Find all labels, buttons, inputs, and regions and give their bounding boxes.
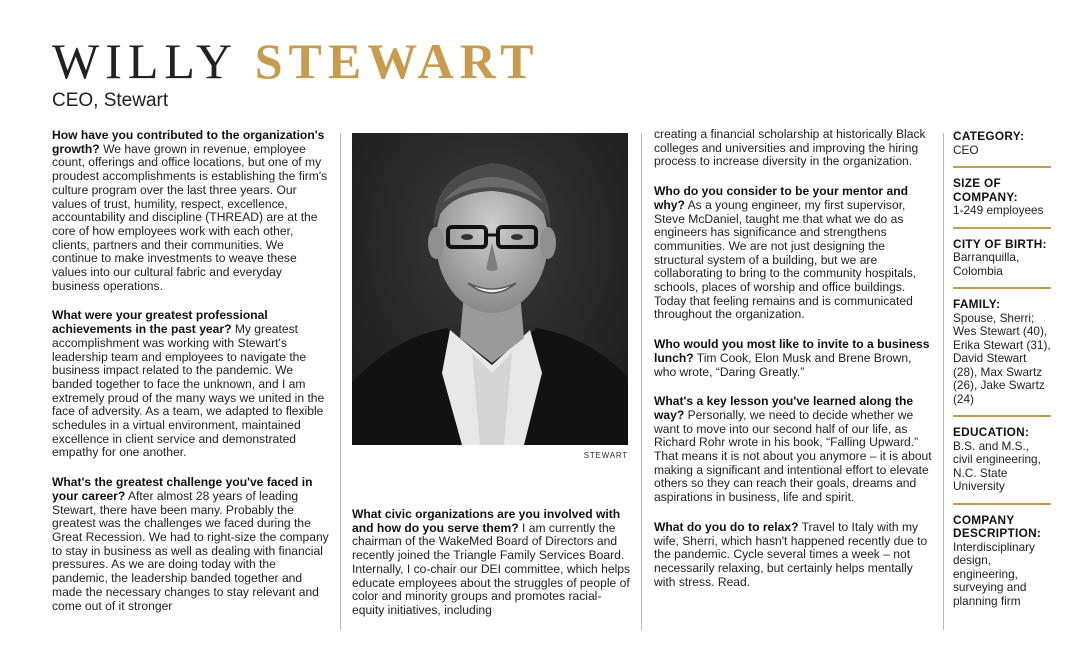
answer: As a young engineer, my first supervisor, Steve McDaniel, taught me that what we do as engineers has significance and strengthens communities. We are not just designing the structural system of a building, but we are collaborating to bring to the community hospitals, schools, places of worship and office buildings. Today that feeling remains and is communicated throughout the organization. (654, 197, 917, 322)
question: What's the greatest challenge you've faced in your career? (52, 475, 313, 503)
fact-family (953, 298, 1051, 417)
question: Who do you consider to be your mentor and why? (654, 184, 908, 212)
fact-value: B.S. and M.S., civil engineering, N.C. State University (953, 438, 1041, 493)
column-divider (943, 133, 944, 630)
fact-city-of-birth (953, 238, 1051, 290)
job-title: CEO, Stewart (52, 90, 169, 111)
fact-label: FAMILY: (953, 297, 1001, 311)
first-name: WILLY (52, 33, 237, 89)
qa-item (654, 338, 932, 379)
column-1 (52, 129, 330, 629)
column-divider (340, 133, 341, 630)
qa-item (654, 395, 932, 505)
page-title (52, 33, 540, 89)
question: How have you contributed to the organization's growth? (52, 128, 325, 156)
fact-company-size (953, 177, 1051, 229)
column-divider (641, 133, 642, 630)
fact-label: CATEGORY: (953, 129, 1025, 143)
question: What do you do to relax? (654, 519, 799, 534)
question: What's a key lesson you've learned along the way? (654, 394, 914, 422)
answer: Personally, we need to decide whether we want to move into our second half of our life, as Richard Rohr wrote in his book, “Falling Upward.” That means it is not about you anymore – it is about making a significant and intentional effort to elevate others so they can reach their goals, dreams and aspirations in business, life and spirit. (654, 407, 932, 505)
fact-label: SIZE OF COMPANY: (953, 176, 1018, 204)
fact-value: Interdisciplinary design, engineering, surveying and planning firm (953, 539, 1035, 608)
continued-text: creating a financial scholarship at historically Black colleges and universities and improving the hiring process to increase diversity in the organization. (654, 127, 926, 169)
qa-item (654, 185, 932, 322)
answer: Travel to Italy with my wife, Sherri, which hasn't happened recently due to the pandemic. Cycle several times a week – not necessarily relaxing, but certainly helps mentally with stress. Read. (654, 519, 928, 589)
fact-label: CITY OF BIRTH: (953, 236, 1047, 251)
answer: Tim Cook, Elon Musk and Brene Brown, who wrote, “Daring Greatly.” (654, 350, 912, 379)
question: What were your greatest professional achievements in the past year? (52, 308, 268, 337)
fact-category (953, 130, 1051, 168)
fact-value: CEO (953, 142, 979, 157)
qa-item (52, 129, 330, 293)
answer: My greatest accomplishment was working with Stewart's leadership team and employees to navigate the business impact related to the pandemic. We banded together to face the unknown, and I am extremely proud of the many ways we united in the face of adversity. As a team, we adapted to flexible schedules in a virtual environment, maintained excellence in client service and demonstrated empathy for one another. (52, 322, 325, 460)
answer: We have grown in revenue, employee count, offerings and office locations, but one of my proudest accomplishments is establishing the firm's culture program over the last three years. Our values of trust, humility, respect, excellence, accountability and discipline (THREAD) are at the core of how employees work with each other, clients, partners and their communities. We continue to make investments to weave these values into our cultural fabric and everyday business operations. (52, 141, 328, 293)
fact-education (953, 426, 1051, 505)
fact-label: EDUCATION: (953, 425, 1030, 439)
qa-item (352, 508, 632, 618)
question: What civic organizations are you involved with and how do you serve them? (352, 507, 621, 535)
fact-value: Spouse, Sherri; Wes Stewart (40), Erika Stewart (31), David Stewart (28), Max Swartz (26), Jake Swartz (24) (953, 310, 1051, 406)
question: Who would you most like to invite to a business lunch? (654, 337, 930, 365)
fact-label: COMPANY DESCRIPTION: (953, 512, 1042, 540)
fact-value: 1-249 employees (953, 203, 1044, 217)
qa-item (654, 521, 932, 590)
qa-item (52, 476, 330, 613)
fact-sidebar (953, 130, 1051, 626)
column-3 (654, 128, 932, 605)
portrait-illustration (352, 133, 628, 445)
photo-credit: STEWART (583, 451, 628, 460)
qa-item (52, 309, 330, 460)
answer: After almost 28 years of leading Stewart, there have been many. Probably the greatest was the challenges we faced during the Great Recession. We had to right-size the company to stay in business as well as dealing with financial pressures. As we are doing today with the pandemic, the leadership banded together and made the necessary changes to stay relevant and come out of it stronger (52, 488, 329, 613)
last-name: STEWART (254, 33, 540, 89)
fact-company-description (953, 514, 1051, 618)
answer: I am currently the chairman of the WakeMed Board of Directors and recently joined the Triangle Family Services Board. Internally, I co-chair our DEI committee, which helps educate employees about the struggles of people of color and minority groups and promotes racial-equity initiatives, including (352, 520, 631, 617)
fact-value: Barranquilla, Colombia (953, 250, 1020, 278)
portrait-photo (352, 133, 628, 445)
column-2 (352, 508, 632, 634)
